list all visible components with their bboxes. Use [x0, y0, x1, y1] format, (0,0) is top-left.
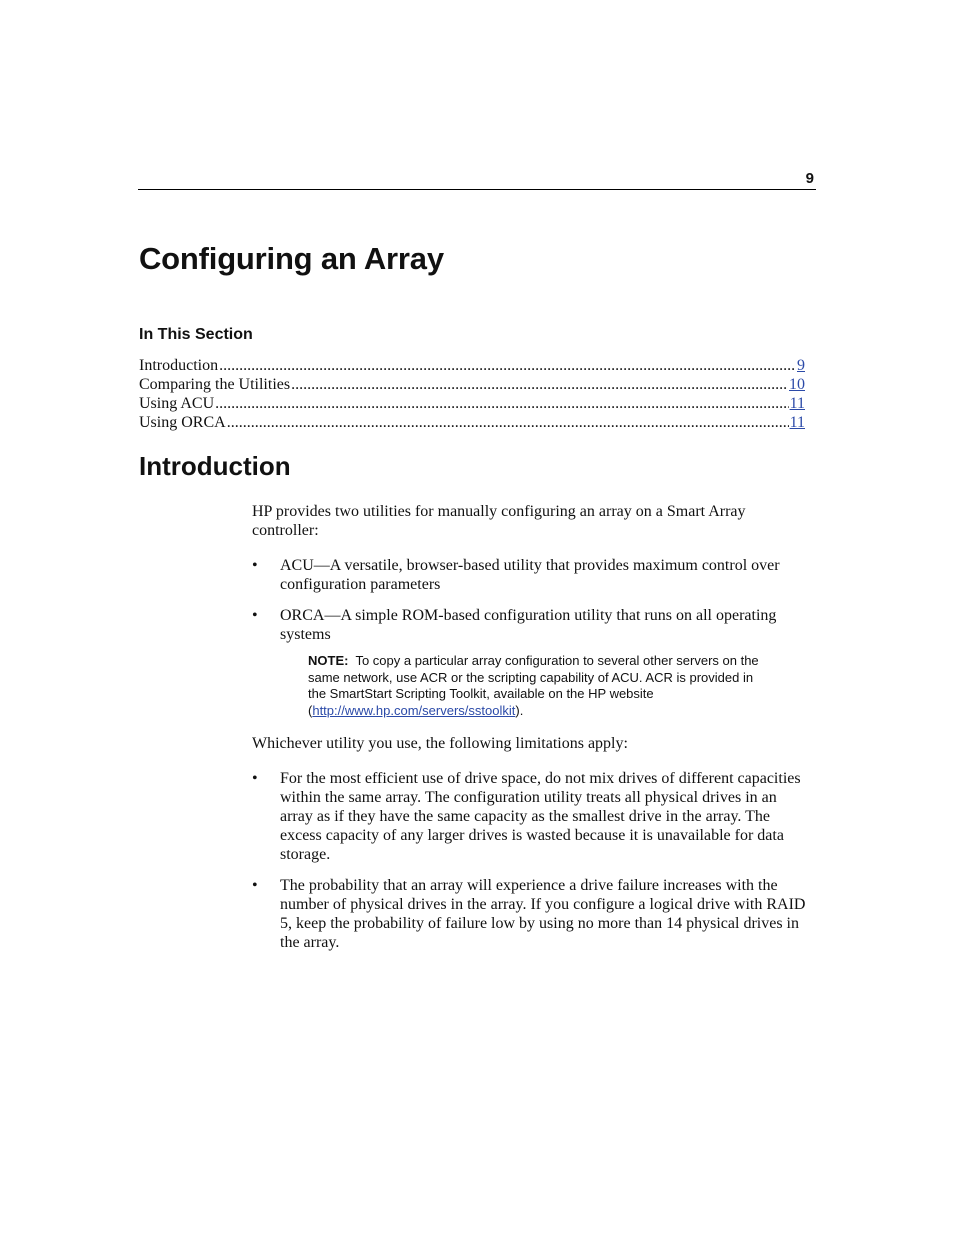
- chapter-title: Configuring an Array: [139, 241, 444, 276]
- introduction-body: [252, 502, 812, 952]
- utilities-list: [252, 556, 812, 644]
- list-item-text: ORCA—A simple ROM-based configuration utility that runs on all operating systems: [280, 607, 777, 643]
- toc-leader-dots: [215, 394, 788, 413]
- toc-page-link[interactable]: 11: [789, 414, 805, 431]
- list-item-text: For the most efficient use of drive space, do not mix drives of different capacities within the same array. The configuration utility treats all physical drives in an array as if they have the same capacity as the smallest drive in the array. The excess capacity of any larger drives is wasted because it is unavailable for data storage.: [280, 770, 801, 863]
- toc-entry-label: Using ORCA: [139, 414, 226, 431]
- note-text: To copy a particular array configuration to several other servers on the same network, use ACR or the scripting capability of ACU. ACR is provided in the SmartStart Scripting Toolkit, available on the HP website (: [308, 653, 759, 718]
- limitations-list: [252, 769, 812, 952]
- toc-leader-dots: [291, 375, 788, 394]
- toc-leader-dots: [227, 413, 789, 432]
- header-rule: [138, 189, 816, 190]
- bullet-icon: •: [252, 877, 258, 894]
- section-toc: [139, 356, 805, 432]
- limitations-paragraph: Whichever utility you use, the following limitations apply:: [252, 735, 628, 752]
- list-item: [252, 769, 812, 864]
- bullet-icon: •: [252, 770, 258, 787]
- list-item: [252, 556, 812, 594]
- toc-page-link[interactable]: 11: [789, 395, 805, 412]
- intro-paragraph: HP provides two utilities for manually configuring an array on a Smart Array controller:: [252, 503, 746, 539]
- toc-entry-using-acu[interactable]: [139, 394, 805, 413]
- toc-entry-label: Comparing the Utilities: [139, 376, 291, 393]
- toc-entry-comparing-the-utilities[interactable]: [139, 375, 805, 394]
- toc-leader-dots: [219, 356, 796, 375]
- toc-page-link[interactable]: 10: [789, 376, 805, 393]
- bullet-icon: •: [252, 607, 258, 624]
- in-this-section-heading: In This Section: [139, 326, 253, 343]
- note-block: [308, 653, 768, 719]
- sstoolkit-link[interactable]: http://www.hp.com/servers/sstoolkit: [312, 702, 516, 718]
- toc-entry-introduction[interactable]: [139, 356, 805, 375]
- page-number: 9: [805, 170, 814, 187]
- list-item-text: The probability that an array will experience a drive failure increases with the number of physical drives in the array. If you configure a logical drive with RAID 5, keep the probability of failure low by using no more than 14 physical drives in the array.: [280, 877, 806, 951]
- toc-entry-label: Introduction: [139, 357, 219, 374]
- note-label: NOTE:: [308, 653, 349, 668]
- list-item: [252, 876, 812, 952]
- toc-entry-label: Using ACU: [139, 395, 215, 412]
- introduction-heading: Introduction: [139, 451, 291, 481]
- list-item: [252, 606, 812, 644]
- note-text-end: ).: [515, 702, 524, 718]
- toc-entry-using-orca[interactable]: [139, 413, 805, 432]
- toc-page-link[interactable]: 9: [797, 357, 805, 374]
- bullet-icon: •: [252, 557, 258, 574]
- list-item-text: ACU—A versatile, browser-based utility that provides maximum control over configuration parameters: [280, 557, 780, 593]
